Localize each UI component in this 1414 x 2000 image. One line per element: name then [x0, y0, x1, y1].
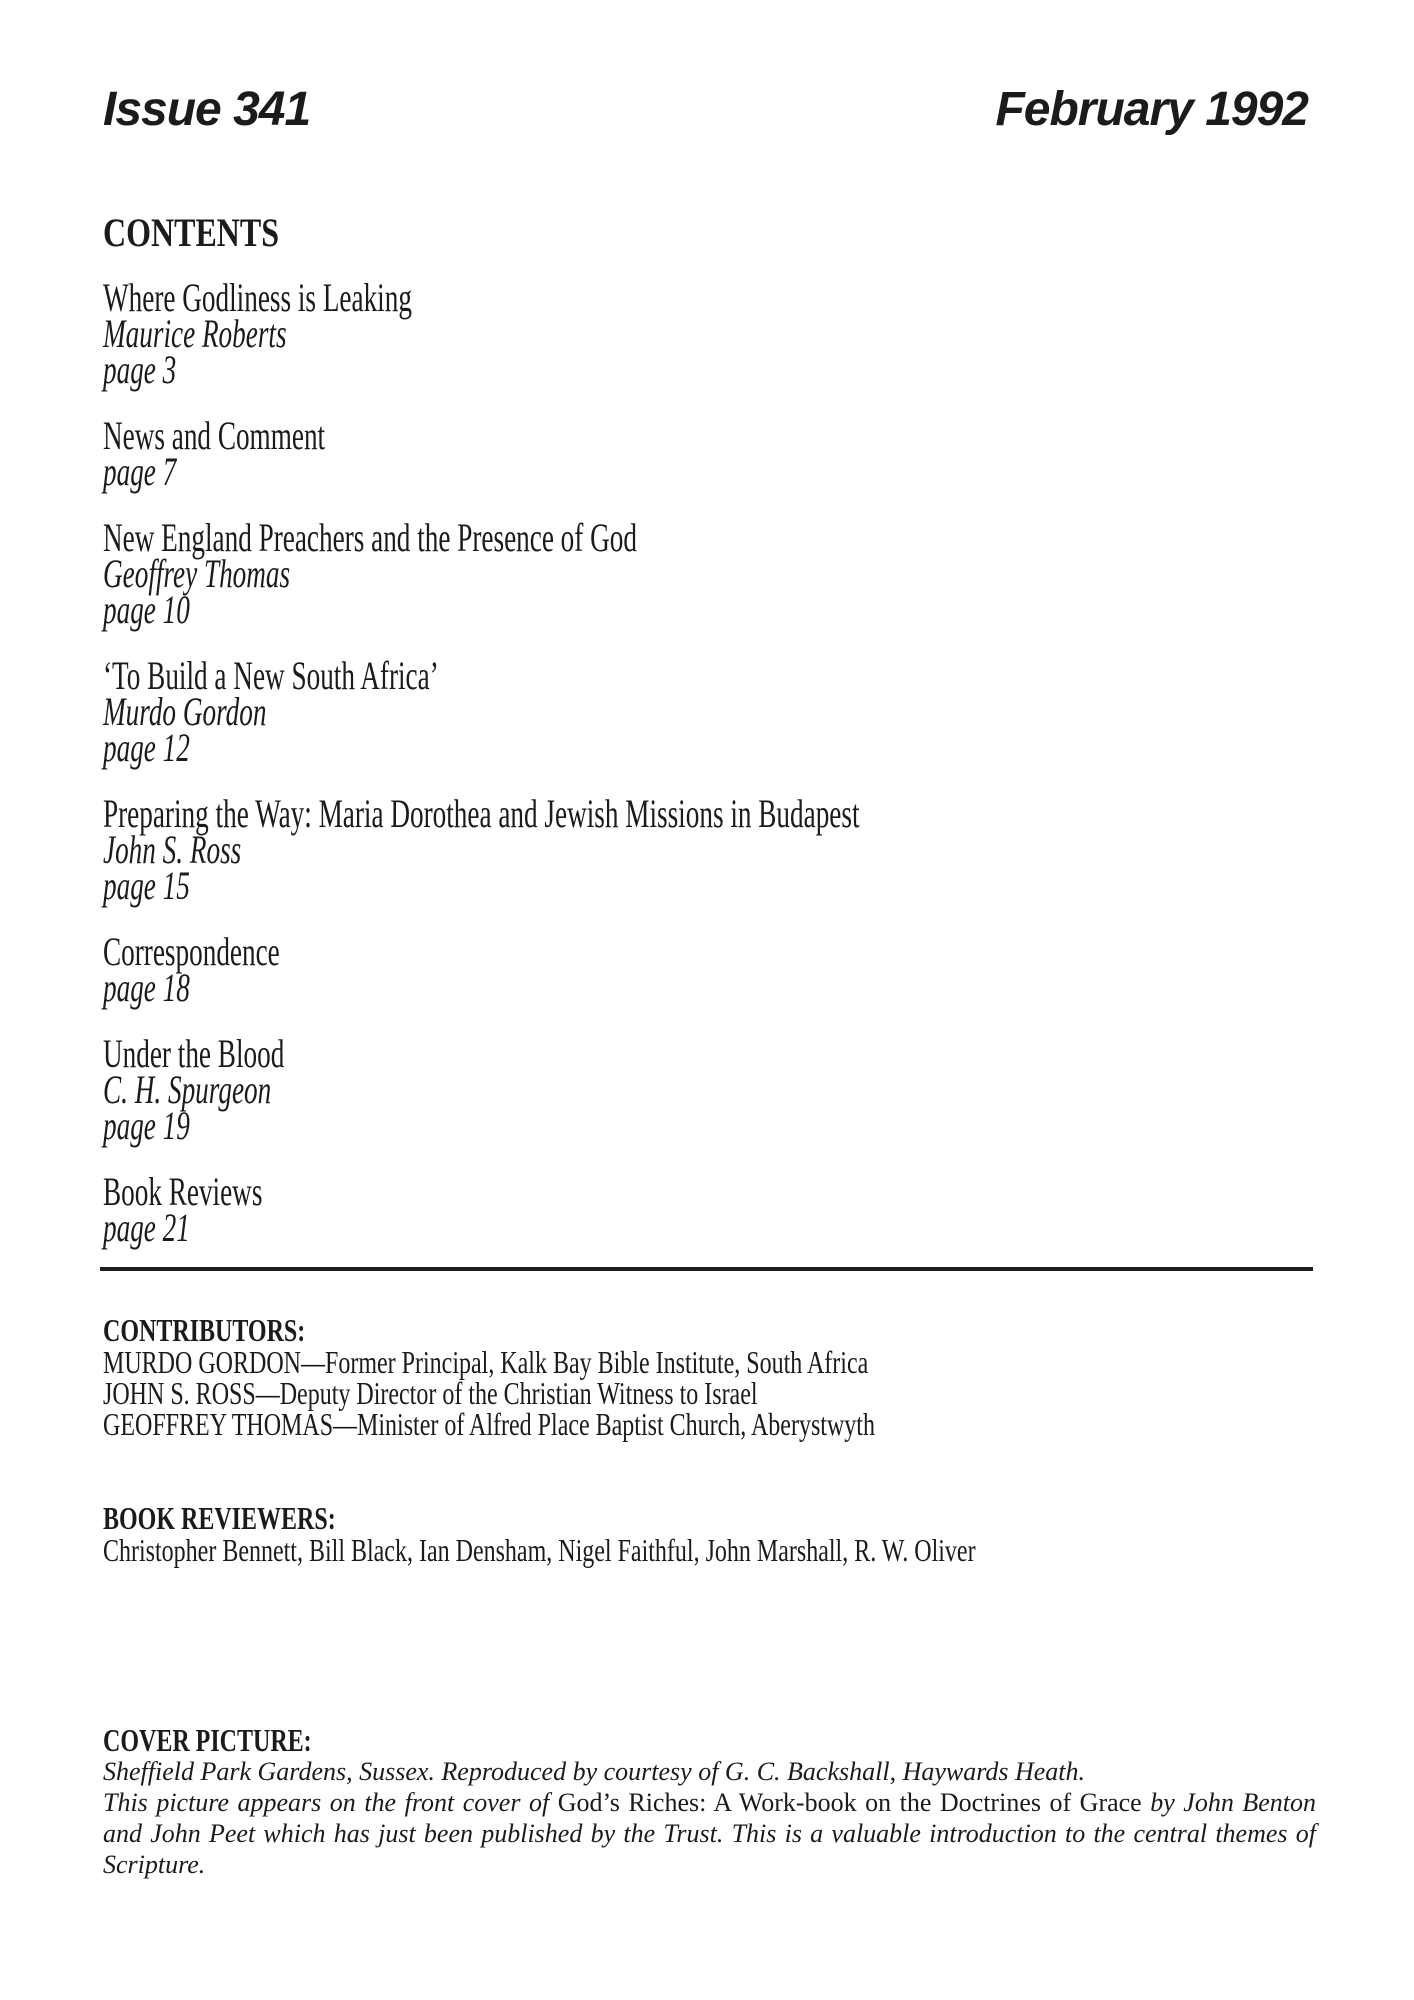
article-title: Book Reviews [103, 1169, 263, 1214]
cover-picture-section [103, 1724, 1316, 1880]
article-author: Maurice Roberts [103, 311, 287, 356]
contributors-section [103, 1314, 1333, 1440]
issue-label: Issue 341 [103, 83, 311, 136]
article-author: C. H. Spurgeon [103, 1067, 272, 1112]
cover-picture-description-line [103, 1787, 1316, 1818]
contents-heading: CONTENTS [103, 210, 280, 255]
article-page: page 15 [103, 863, 190, 908]
contributor-line: GEOFFREY THOMAS—Minister of Alfred Place Baptist Church, Aberystwyth [103, 1406, 875, 1442]
contents-item [103, 1169, 1313, 1250]
article-title: News and Comment [103, 413, 326, 458]
book-reviewers-heading: BOOK REVIEWERS: [103, 1500, 336, 1536]
contents-list [103, 275, 1313, 1276]
article-page: page 21 [103, 1205, 190, 1250]
article-author: Murdo Gordon [103, 689, 267, 734]
article-title: Under the Blood [103, 1031, 285, 1076]
contributor-line: JOHN S. ROSS—Deputy Director of the Christian Witness to Israel [103, 1375, 758, 1411]
book-reviewers-names: Christopher Bennett, Bill Black, Ian Densham, Nigel Faithful, John Marshall, R. W. Oliver [103, 1532, 976, 1568]
description-text: This picture appears on the front cover of [103, 1788, 558, 1817]
article-title: ‘To Build a New South Africa’ [103, 653, 439, 698]
contents-item [103, 791, 1313, 908]
article-title: Correspondence [103, 929, 280, 974]
article-page: page 7 [103, 449, 177, 494]
cover-picture-description-line: Scripture. [103, 1850, 206, 1879]
article-title: New England Preachers and the Presence of God [103, 515, 637, 560]
contents-item [103, 929, 1313, 1010]
article-page: page 12 [103, 725, 190, 770]
cover-picture-heading: COVER PICTURE: [103, 1722, 312, 1758]
description-text: by John Benton [1141, 1788, 1316, 1817]
article-title: Preparing the Way: Maria Dorothea and Jewish Missions in Budapest [103, 791, 860, 836]
article-author: John S. Ross [103, 827, 242, 872]
contents-item [103, 275, 1313, 392]
contents-item [103, 515, 1313, 632]
article-page: page 18 [103, 965, 190, 1010]
article-title: Where Godliness is Leaking [103, 275, 412, 320]
article-page: page 19 [103, 1103, 190, 1148]
cover-picture-caption: Sheffield Park Gardens, Sussex. Reproduced by courtesy of G. C. Backshall, Haywards Heath. [103, 1757, 1086, 1786]
contributors-heading: CONTRIBUTORS: [103, 1312, 306, 1348]
book-reviewers-section [103, 1502, 1333, 1566]
article-page: page 3 [103, 347, 177, 392]
date-label: February 1992 [995, 83, 1308, 136]
article-author: Geoffrey Thomas [103, 551, 291, 596]
contributor-line: MURDO GORDON—Former Principal, Kalk Bay Bible Institute, South Africa [103, 1344, 869, 1380]
book-title-text: God’s Riches: A Work-book on the Doctrines of Grace [557, 1788, 1142, 1817]
cover-picture-description-line: and John Peet which has just been published by the Trust. This is a valuable introduction to the central themes of [103, 1819, 1316, 1848]
contents-item [103, 1031, 1313, 1148]
contents-item [103, 653, 1313, 770]
contents-item [103, 413, 1313, 494]
article-page: page 10 [103, 587, 190, 632]
divider-rule [100, 1267, 1313, 1271]
page-header [103, 83, 1308, 136]
